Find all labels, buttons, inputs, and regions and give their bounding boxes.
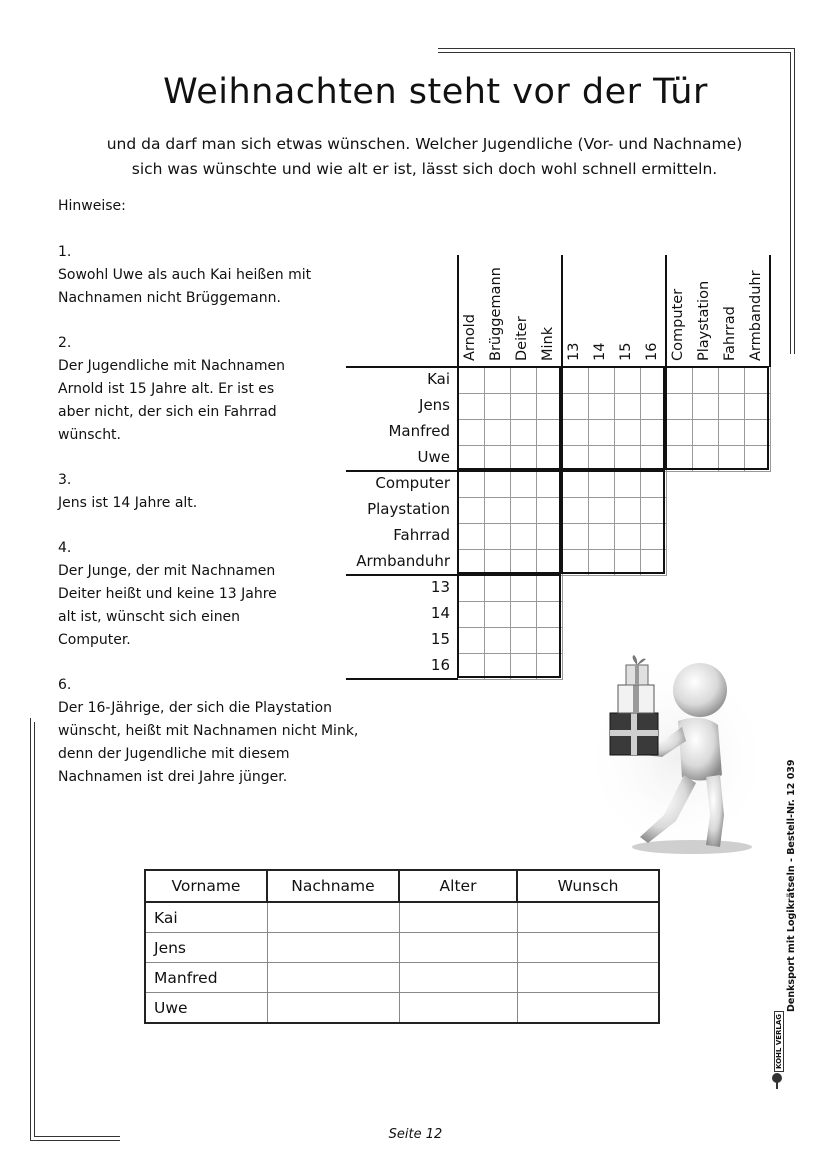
grid-cell[interactable]	[666, 393, 693, 420]
row-group-divider	[346, 470, 458, 472]
row-label: 16	[430, 656, 450, 674]
grid-cell[interactable]	[536, 549, 563, 576]
row-group-divider	[346, 366, 458, 368]
column-group-divider	[665, 255, 667, 367]
row-label: Manfred	[388, 422, 450, 440]
grid-cell[interactable]	[510, 419, 537, 446]
grid-cell[interactable]	[484, 367, 511, 394]
row-vorname: Jens	[145, 933, 267, 963]
column-label: Arnold	[462, 314, 478, 361]
intro-line-2: sich was wünschte und wie alt er ist, lässt sich doch wohl schnell ermitteln.	[131, 160, 718, 178]
grid-cell[interactable]	[562, 445, 589, 472]
hint-3	[58, 469, 358, 515]
grid-cell[interactable]	[614, 393, 641, 420]
grid-cell[interactable]	[484, 497, 511, 524]
grid-cell[interactable]	[718, 393, 745, 420]
row-label: Armbanduhr	[356, 552, 450, 570]
column-label: Playstation	[696, 280, 712, 361]
hint-text: Jens ist 14 Jahre alt.	[58, 495, 198, 511]
header-vorname: Vorname	[145, 870, 267, 902]
grid-cell[interactable]	[458, 471, 485, 498]
grid-cell[interactable]	[458, 549, 485, 576]
grid-cell[interactable]	[484, 445, 511, 472]
grid-cell[interactable]	[562, 471, 589, 498]
column-label: 16	[644, 342, 660, 361]
column-label: Computer	[670, 288, 686, 361]
grid-cell[interactable]	[510, 575, 537, 602]
grid-cell[interactable]	[536, 419, 563, 446]
grid-cell[interactable]	[562, 523, 589, 550]
grid-cell[interactable]	[614, 367, 641, 394]
hint-text: Der Junge, der mit Nachnamen Deiter heißt und keine 13 Jahre alt ist, wünscht sich einen Computer.	[58, 563, 277, 648]
grid-cell[interactable]	[536, 497, 563, 524]
grid-cell[interactable]	[484, 549, 511, 576]
table-row	[145, 993, 659, 1024]
grid-cell[interactable]	[640, 549, 667, 576]
grid-cell[interactable]	[510, 393, 537, 420]
row-label: Fahrrad	[393, 526, 450, 544]
grid-cell[interactable]	[458, 575, 485, 602]
grid-cell[interactable]	[536, 627, 563, 654]
grid-cell[interactable]	[536, 471, 563, 498]
page-number: Seite 12	[388, 1127, 443, 1142]
grid-block	[457, 366, 561, 470]
grid-cell[interactable]	[744, 367, 771, 394]
hint-2	[58, 332, 358, 447]
column-group-divider	[561, 255, 563, 367]
grid-cell[interactable]	[588, 497, 615, 524]
row-group-divider	[346, 574, 458, 576]
nachname-cell[interactable]	[267, 993, 399, 1024]
grid-cell[interactable]	[562, 549, 589, 576]
grid-cell[interactable]	[718, 367, 745, 394]
grid-cell[interactable]	[640, 419, 667, 446]
grid-cell[interactable]	[510, 523, 537, 550]
hint-text: Sowohl Uwe als auch Kai heißen mit Nachnamen nicht Brüggemann.	[58, 267, 312, 306]
side-order-text: Denksport mit Logikrätseln - Bestell-Nr. 12 039	[786, 759, 797, 1012]
column-label: 13	[566, 342, 582, 361]
grid-cell[interactable]	[510, 627, 537, 654]
grid-cell[interactable]	[640, 471, 667, 498]
grid-cell[interactable]	[458, 367, 485, 394]
row-label: 15	[430, 630, 450, 648]
grid-block	[561, 470, 665, 574]
grid-cell[interactable]	[510, 367, 537, 394]
hint-number: 4.	[58, 540, 72, 556]
wunsch-cell[interactable]	[517, 902, 659, 933]
solution-header-row	[145, 870, 659, 902]
grid-cell[interactable]	[562, 367, 589, 394]
grid-cell[interactable]	[484, 575, 511, 602]
grid-cell[interactable]	[510, 601, 537, 628]
grid-cell[interactable]	[692, 393, 719, 420]
grid-cell[interactable]	[744, 419, 771, 446]
grid-cell[interactable]	[458, 627, 485, 654]
header-alter: Alter	[399, 870, 517, 902]
grid-cell[interactable]	[484, 653, 511, 680]
column-label: Brüggemann	[488, 267, 504, 361]
frame-left-line	[30, 718, 31, 1140]
row-label: Kai	[427, 370, 450, 388]
grid-cell[interactable]	[640, 393, 667, 420]
hint-1	[58, 241, 358, 310]
row-vorname: Kai	[145, 902, 267, 933]
grid-cell[interactable]	[536, 393, 563, 420]
column-group-divider	[769, 255, 771, 367]
grid-cell[interactable]	[484, 393, 511, 420]
page-title: Weihnachten steht vor der Tür	[163, 72, 708, 112]
wunsch-cell[interactable]	[517, 933, 659, 963]
grid-cell[interactable]	[484, 523, 511, 550]
grid-cell[interactable]	[562, 497, 589, 524]
grid-cell[interactable]	[562, 393, 589, 420]
hint-text: Der 16-Jährige, der sich die Playstation wünscht, heißt mit Nachnamen nicht Mink, denn der Jugendliche mit diesem Nachnamen ist drei Jahre jünger.	[58, 700, 359, 785]
alter-cell[interactable]	[399, 902, 517, 933]
row-label: Computer	[375, 474, 450, 492]
alter-cell[interactable]	[399, 963, 517, 993]
hint-number: 6.	[58, 677, 72, 693]
grid-cell[interactable]	[510, 471, 537, 498]
grid-cell[interactable]	[458, 523, 485, 550]
grid-cell[interactable]	[510, 653, 537, 680]
row-label: 14	[430, 604, 450, 622]
grid-cell[interactable]	[614, 549, 641, 576]
grid-cell[interactable]	[458, 445, 485, 472]
grid-cell[interactable]	[536, 445, 563, 472]
wunsch-cell[interactable]	[517, 963, 659, 993]
grid-cell[interactable]	[458, 393, 485, 420]
grid-cell[interactable]	[588, 549, 615, 576]
grid-cell[interactable]	[484, 627, 511, 654]
grid-cell[interactable]	[692, 445, 719, 472]
grid-cell[interactable]	[588, 471, 615, 498]
grid-cell[interactable]	[640, 367, 667, 394]
grid-block	[561, 366, 665, 470]
hint-number: 1.	[58, 244, 72, 260]
row-label: Uwe	[417, 448, 450, 466]
intro-text	[0, 132, 827, 182]
grid-cell[interactable]	[718, 445, 745, 472]
grid-cell[interactable]	[536, 653, 563, 680]
hint-4	[58, 537, 358, 652]
nachname-cell[interactable]	[267, 963, 399, 993]
grid-cell[interactable]	[666, 367, 693, 394]
grid-cell[interactable]	[510, 497, 537, 524]
grid-cell[interactable]	[536, 523, 563, 550]
hint-number: 2.	[58, 335, 72, 351]
grid-cell[interactable]	[484, 471, 511, 498]
solution-table	[144, 869, 660, 1024]
row-vorname: Uwe	[145, 993, 267, 1024]
column-label: Deiter	[514, 316, 530, 361]
grid-cell[interactable]	[692, 419, 719, 446]
column-label: 15	[618, 342, 634, 361]
grid-cell[interactable]	[484, 419, 511, 446]
grid-cell[interactable]	[744, 393, 771, 420]
frame-top-line	[438, 48, 794, 49]
grid-cell[interactable]	[588, 419, 615, 446]
row-label: Jens	[419, 396, 450, 414]
nachname-cell[interactable]	[267, 933, 399, 963]
grid-cell[interactable]	[484, 601, 511, 628]
grid-cell[interactable]	[614, 523, 641, 550]
grid-cell[interactable]	[458, 653, 485, 680]
tree-logo-icon	[770, 1072, 784, 1090]
grid-cell[interactable]	[640, 523, 667, 550]
column-group-divider	[457, 255, 459, 367]
grid-cell[interactable]	[562, 419, 589, 446]
grid-cell[interactable]	[588, 523, 615, 550]
grid-cell[interactable]	[692, 367, 719, 394]
header-nachname: Nachname	[267, 870, 399, 902]
grid-cell[interactable]	[614, 471, 641, 498]
grid-cell[interactable]	[614, 497, 641, 524]
grid-cell[interactable]	[510, 549, 537, 576]
column-label: Fahrrad	[722, 306, 738, 361]
grid-block	[457, 470, 561, 574]
grid-cell[interactable]	[458, 419, 485, 446]
column-label: Mink	[540, 326, 556, 361]
row-label: Playstation	[367, 500, 450, 518]
grid-cell[interactable]	[640, 497, 667, 524]
table-row	[145, 933, 659, 963]
grid-cell[interactable]	[458, 497, 485, 524]
table-row	[145, 902, 659, 933]
figure-with-gifts-image	[582, 655, 772, 860]
grid-cell[interactable]	[510, 445, 537, 472]
nachname-cell[interactable]	[267, 902, 399, 933]
wunsch-cell[interactable]	[517, 993, 659, 1024]
intro-line-1: und da darf man sich etwas wünschen. Welcher Jugendliche (Vor- und Nachname)	[106, 135, 743, 153]
grid-cell[interactable]	[536, 367, 563, 394]
alter-cell[interactable]	[399, 993, 517, 1024]
frame-left-line-inner	[34, 722, 35, 1136]
grid-cell[interactable]	[666, 419, 693, 446]
publisher-logo: KOHL VERLAG	[774, 1011, 784, 1072]
grid-cell[interactable]	[588, 393, 615, 420]
grid-cell[interactable]	[614, 419, 641, 446]
grid-block	[665, 366, 769, 470]
grid-cell[interactable]	[458, 601, 485, 628]
grid-block	[457, 574, 561, 678]
alter-cell[interactable]	[399, 933, 517, 963]
grid-cell[interactable]	[614, 445, 641, 472]
grid-cell[interactable]	[640, 445, 667, 472]
header-wunsch: Wunsch	[517, 870, 659, 902]
hints-label: Hinweise:	[58, 198, 126, 214]
grid-cell[interactable]	[536, 601, 563, 628]
hint-text: Der Jugendliche mit Nachnamen Arnold ist 15 Jahre alt. Er ist es aber nicht, der sich ein Fahrrad wünscht.	[58, 358, 285, 443]
grid-cell[interactable]	[744, 445, 771, 472]
row-vorname: Manfred	[145, 963, 267, 993]
grid-cell[interactable]	[588, 367, 615, 394]
row-label: 13	[430, 578, 450, 596]
hint-number: 3.	[58, 472, 72, 488]
grid-cell[interactable]	[718, 419, 745, 446]
grid-cell[interactable]	[536, 575, 563, 602]
grid-cell[interactable]	[666, 445, 693, 472]
column-label: Armbanduhr	[748, 270, 764, 361]
frame-top-line-inner	[438, 52, 790, 53]
grid-cell[interactable]	[588, 445, 615, 472]
column-label: 14	[592, 342, 608, 361]
grid-bottom-line	[346, 678, 458, 680]
hint-6	[58, 674, 358, 789]
table-row	[145, 963, 659, 993]
